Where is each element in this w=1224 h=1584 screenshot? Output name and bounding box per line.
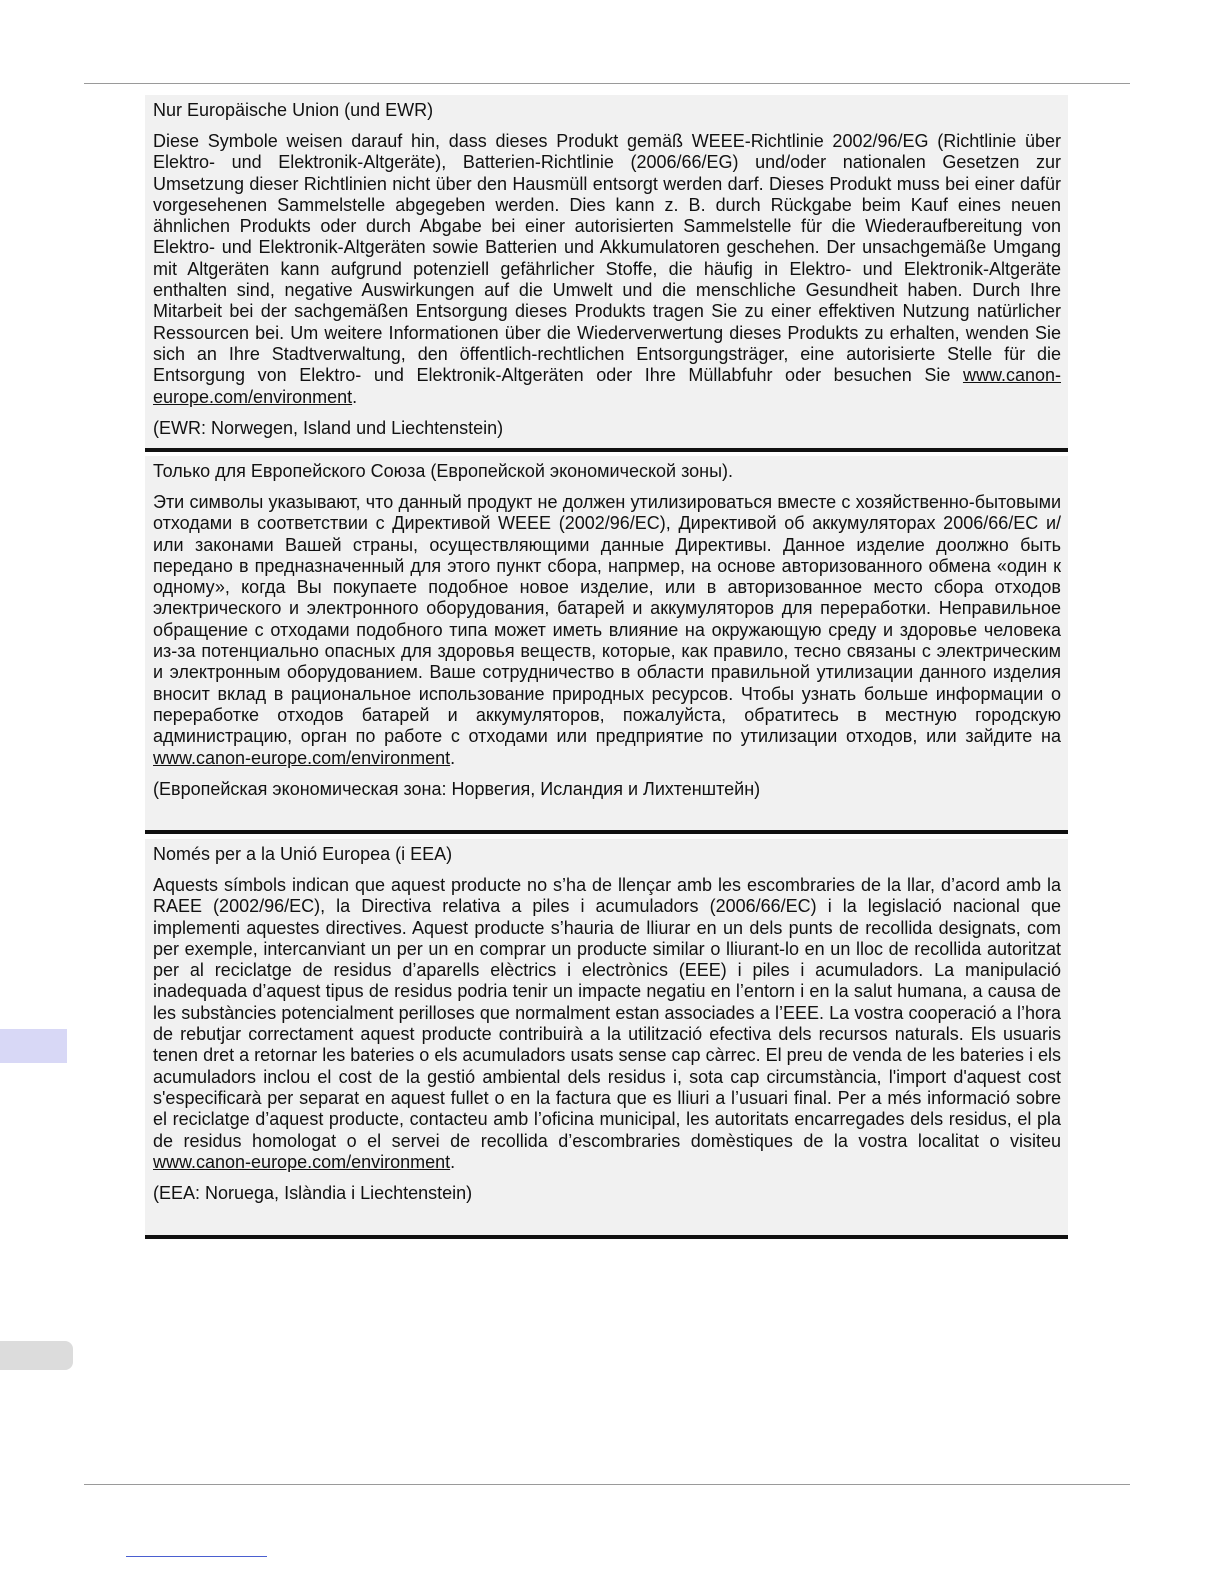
- notice-body: [153, 865, 1061, 1173]
- environment-link[interactable]: www.canon-europe.com/environment: [153, 365, 1061, 407]
- notice-body: [153, 482, 1061, 769]
- notice-footer: (EEA: Noruega, Islàndia i Liechtenstein): [153, 1183, 473, 1204]
- notice-box-catalan: [145, 839, 1068, 1239]
- environment-link[interactable]: www.canon-europe.com/environment: [153, 1151, 451, 1172]
- notice-box-german: [145, 95, 1068, 452]
- page-top-divider: [84, 83, 1130, 84]
- notice-footer: (EWR: Norwegen, Island und Liechtenstein): [153, 417, 504, 438]
- notice-body-end: .: [450, 747, 456, 768]
- notice-title: Nur Europäische Union (und EWR): [153, 100, 434, 120]
- notice-title: Только для Европейского Союза (Европейской экономической зоны).: [153, 461, 734, 481]
- notice-body-text: Aquests símbols indican que aquest producte no s’ha de llençar amb les escombraries de la llar, d’acord amb la RAEE (2002/96/EC), la Directiva relativa a piles i acumuladors (2006/66/EC) i la legislació nacional que implementi aquestes directives. Aquest producte s’hauria de lliurar en un dels punts de recollida designats, com per exemple, intercanviant un per un en comprar un producte similar o lliurant-lo en un lloc de recollida autoritzat per al reciclatge de residus d’aparells elèctrics i electrònics (EEE) i piles i acumuladors. La manipulació inadequada d’aquest tipus de residus podria tenir un impacte negatiu en l’entorn i en la salut humana, a causa de les substàncies potencialment perilloses que normalment estan associades a l’EEE. La vostra cooperació a l’hora de rebutjar correctament aquest producte contribuirà a la utilització efectiva dels recursos naturals. Els usuaris tenen dret a retornar les bateries o els acumuladors usats sense cap càrrec. El preu de venda de les bateries i els acumuladors inclou el cost de la gestió ambiental dels residus i, sota cap circumstància, l'import d'aquest cost s'especificarà per separat en aquest fullet o en la factura que es lliuri a l’usuari final. Per a més informació sobre el reciclatge d’aquest producte, contacteu amb l’oficina municipal, les autoritats encarregades dels residus, el pla de residus homologat o el servei de recollida d’escombraries domèstiques de la vostra localitat o visiteu: [153, 875, 1061, 1151]
- page-bottom-divider: [84, 1484, 1130, 1485]
- notice-body-text: Diese Symbole weisen darauf hin, dass dieses Produkt gemäß WEEE-Richtlinie 2002/96/EG (Richtlinie über Elektro- und Elektronik-Altgeräte), Batterien-Richtlinie (2006/66/EG) und/oder nationalen Gesetzen zur Umsetzung dieser Richtlinien nicht über den Hausmüll entsorgt werden darf. Dieses Produkt muss bei einer dafür vorgesehenen Sammelstelle abgegeben werden. Dies kann z. B. durch Rückgabe beim Kauf eines neuen ähnlichen Produkts oder durch Abgabe bei einer autorisierten Sammelstelle für die Wiederaufbereitung von Elektro- und Elektronik-Altgeräten sowie Batterien und Akkumulatoren geschehen. Der unsachgemäße Umgang mit Altgeräten kann aufgrund potenziell gefährlicher Stoffe, die häufig in Elektro- und Elektronik-Altgeräte enthalten sind, negative Auswirkungen auf die Umwelt und die menschliche Gesundheit haben. Durch Ihre Mitarbeit bei der sachgemäßen Entsorgung dieses Produkts tragen Sie zu einer effektiven Nutzung natürlicher Ressourcen bei. Um weitere Informationen über die Wiederverwertung dieses Produkts zu erhalten, wenden Sie sich an Ihre Stadtverwaltung, den öffentlich-rechtlichen Entsorgungsträger, eine autorisierte Stelle für die Entsorgung von Elektro- und Elektronik-Altgeräten oder Ihre Müllabfuhr oder besuchen Sie: [153, 131, 1061, 386]
- notice-body-text: Эти символы указывают, что данный продукт не должен утилизироваться вместе с хозяйственно-бытовыми отходами в соответствии с Директивой WEEE (2002/96/EC), Директивой об аккумуляторах 2006/66/EC и/или законами Вашей страны, осуществляющими данные Директивы. Данное изделие доолжно быть передано в предназначенный для этого пункт сбора, напрмер, на основе авторизованного обмена «один к одному», когда Вы покупаете подобное новое изделие, или в авторизованное место сбора отходов электрического и электронного оборудования, батарей и аккумуляторов для переработки. Неправильное обращение с отходами подобного типа может иметь влияние на окружающую среду и здоровье человека из-за потенциально опасных для здоровья веществ, которые, как правило, тесно связаны с электрическим и электронным оборудованием. Ваше сотрудничество в области правильной утилизации данного изделия вносит вклад в рациональное использование природных ресурсов. Чтобы узнать больше информации о переработке отходов батарей и аккумуляторов, пожалуйста, обратитесь в местную городскую администрацию, орган по работе с отходами или предприятие по утилизации отходов, или зайдите на: [153, 492, 1061, 747]
- footer-link-underline[interactable]: [126, 1556, 267, 1557]
- notice-title: Només per a la Unió Europea (i EEA): [153, 844, 453, 864]
- chapter-index-tab[interactable]: [0, 1029, 67, 1063]
- notice-box-russian: [145, 456, 1068, 834]
- environment-link[interactable]: www.canon-europe.com/environment: [153, 747, 451, 768]
- notice-body-end: .: [450, 1151, 456, 1172]
- notice-body-end: .: [352, 386, 358, 407]
- notice-footer: (Европейская экономическая зона: Норвегия, Исландия и Лихтенштейн): [153, 778, 761, 799]
- notice-body: [153, 121, 1061, 408]
- section-index-tab[interactable]: [0, 1341, 73, 1370]
